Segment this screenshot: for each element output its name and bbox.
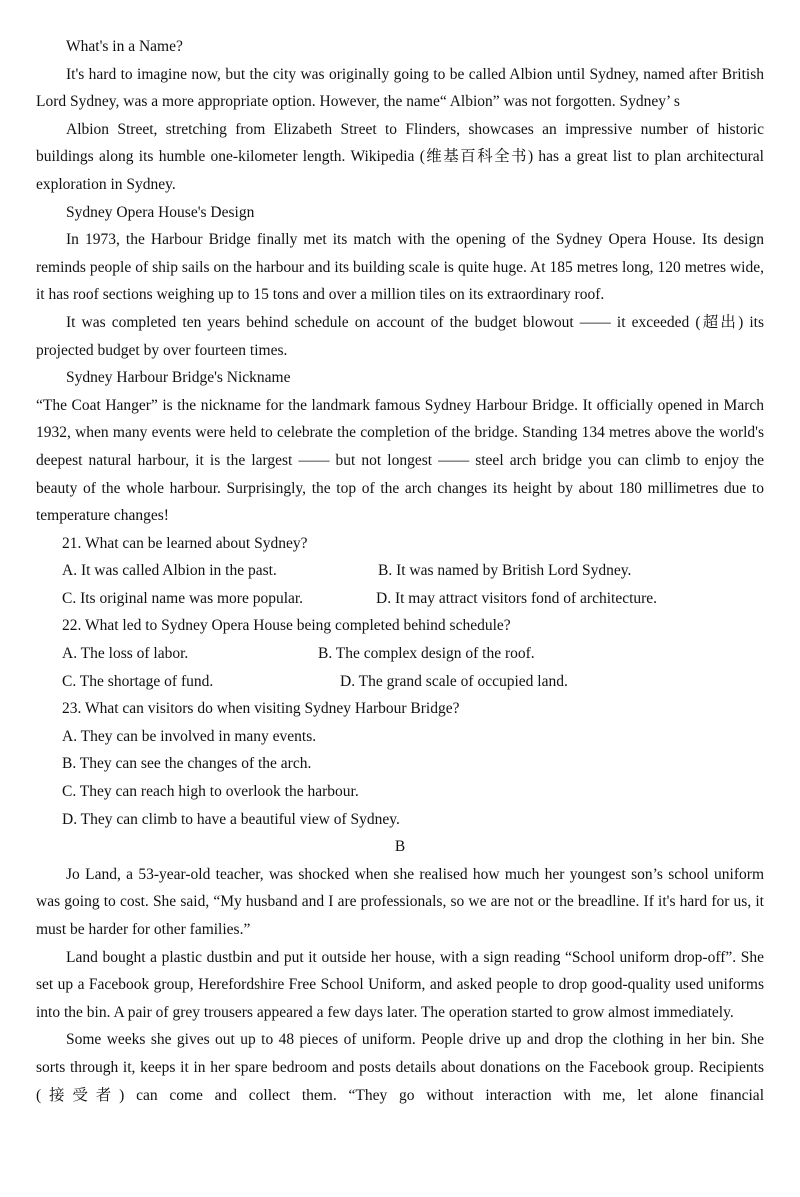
option-b: B. The complex design of the roof.	[318, 645, 535, 663]
option-a: A. It was called Albion in the past.	[62, 562, 277, 580]
paragraph: Some weeks she gives out up to 48 pieces of uniform. People drive up and drop the clothing in her bin. She sorts through it, keeps it in her spare bedroom and posts details about donations on the Facebook group. Recipients (接受者) can come and collect them. “They go without interaction with me, let alone financial	[36, 1031, 764, 1104]
question-23: 23. What can visitors do when visiting Sydney Harbour Bridge?	[62, 700, 460, 718]
heading-opera-house: Sydney Opera House's Design	[66, 203, 255, 221]
heading-name: What's in a Name?	[66, 38, 183, 55]
paragraph: In 1973, the Harbour Bridge finally met its match with the opening of the Sydney Opera House. Its design reminds people of ship sails on the harbour and its building scale is quite huge. At 185 metres long, 120 metres wide, it has roof sections weighing up to 15 tons and over a million tiles on its extraordinary roof.	[36, 231, 764, 304]
paragraph: Albion Street, stretching from Elizabeth Street to Flinders, showcases an impressive number of historic buildings along its humble one-kilometer length. Wikipedia (维基百科全书) has a great list to plan architectural exploration in Sydney.	[36, 120, 764, 193]
paragraph: “The Coat Hanger” is the nickname for the landmark famous Sydney Harbour Bridge. It officially opened in March 1932, when many events were held to celebrate the completion of the bridge. Standing 134 metres above the world's deepest natural harbour, it is the largest —— but not longest —— steel arch bridge you can climb to enjoy the beauty of the whole harbour. Surprisingly, the top of the arch changes its height by about 180 millimetres due to temperature changes!	[36, 396, 764, 525]
option-d: D. It may attract visitors fond of architecture.	[376, 589, 658, 607]
section-label-b: B	[394, 838, 406, 856]
option-d: D. They can climb to have a beautiful view of Sydney.	[62, 810, 400, 828]
question-21: 21. What can be learned about Sydney?	[62, 534, 308, 552]
option-a: A. They can be involved in many events.	[62, 727, 317, 745]
question-22: 22. What led to Sydney Opera House being completed behind schedule?	[62, 617, 511, 635]
heading-harbour-bridge: Sydney Harbour Bridge's Nickname	[66, 369, 291, 387]
paragraph: Jo Land, a 53-year-old teacher, was shocked when she realised how much her youngest son’s school uniform was going to cost. She said, “My husband and I are professionals, so we are not or the breadline. If it's hard for us, it must be harder for other families.”	[36, 865, 764, 938]
option-b: B. They can see the changes of the arch.	[62, 755, 312, 773]
option-d: D. The grand scale of occupied land.	[340, 672, 568, 690]
option-a: A. The loss of labor.	[62, 645, 189, 663]
option-c: C. Its original name was more popular.	[62, 589, 304, 607]
option-b: B. It was named by British Lord Sydney.	[378, 562, 632, 580]
paragraph: It was completed ten years behind schedule on account of the budget blowout —— it exceeded (超出) its projected budget by over fourteen times.	[36, 313, 764, 359]
option-c: C. The shortage of fund.	[62, 672, 214, 690]
paragraph: It's hard to imagine now, but the city was originally going to be called Albion until Sydney, named after British Lord Sydney, was a more appropriate option. However, the name“ Albion” was not forgotten. Sydney’ s	[36, 65, 764, 111]
option-c: C. They can reach high to overlook the harbour.	[62, 783, 359, 801]
paragraph: Land bought a plastic dustbin and put it outside her house, with a sign reading “School uniform drop-off”. She set up a Facebook group, Herefordshire Free School Uniform, and asked people to drop good-quality used uniforms into the bin. A pair of grey trousers appeared a few days later. The operation started to grow almost immediately.	[36, 948, 764, 1021]
document-page	[36, 33, 764, 1109]
